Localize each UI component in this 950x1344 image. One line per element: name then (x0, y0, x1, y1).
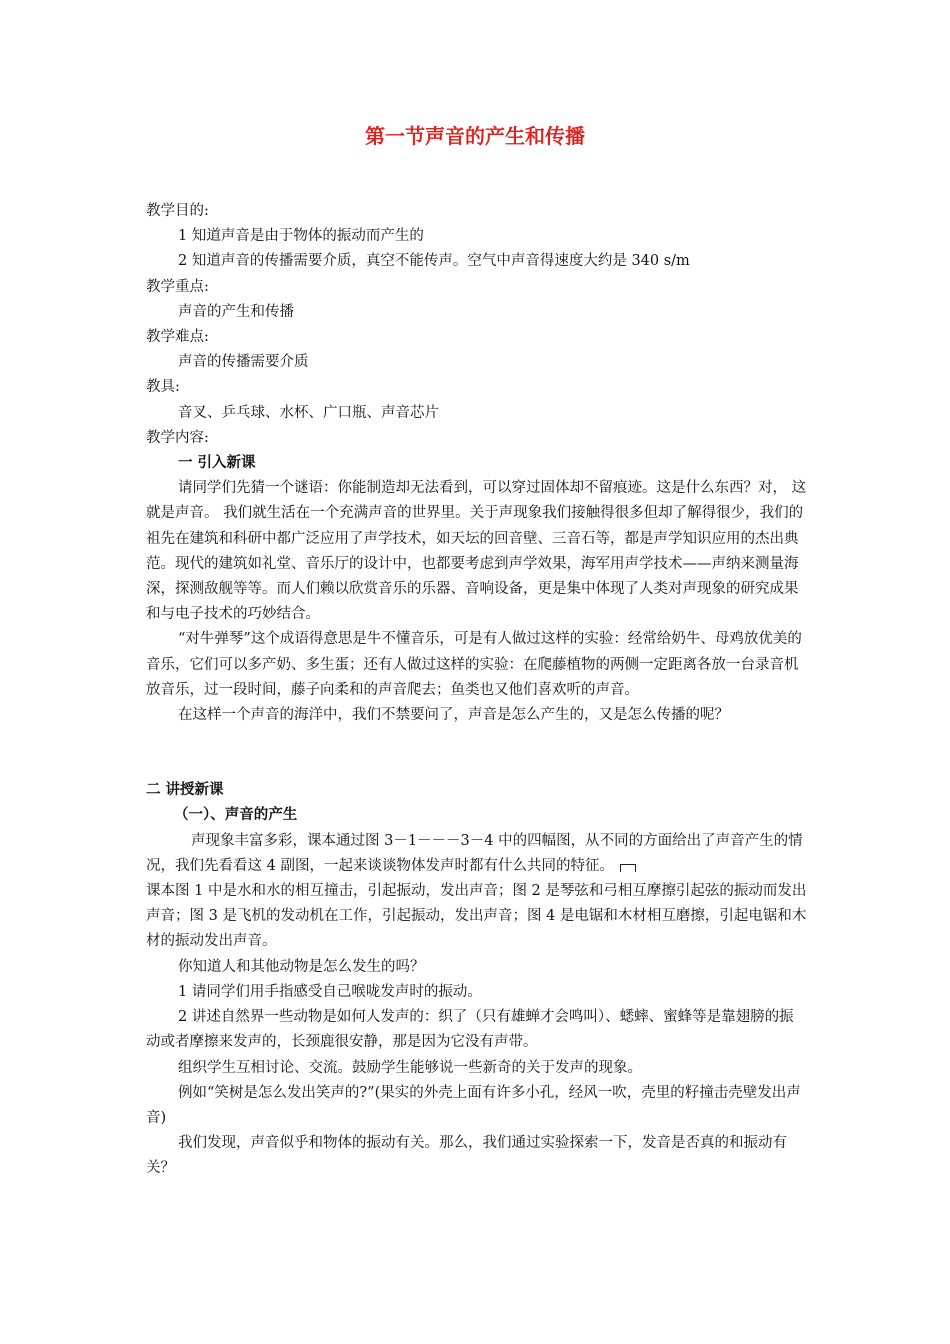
part2-subheading: （一）、声音的产生 (174, 807, 298, 824)
goals-label: 教学目的: (146, 203, 209, 219)
tools-label: 教具: (146, 379, 180, 396)
part2-heading: 二 讲授新课 (146, 782, 224, 799)
document-title: 第一节声音的产生和传播 (365, 124, 585, 148)
part2-discuss: 组织学生互相讨论、交流。鼓励学生能够说一些新奇的关于发声的现象。 (178, 1059, 642, 1076)
part2-conclusion: 我们发现，声音似乎和物体的振动有关。那么，我们通过实验探索一下，发音是否真的和振动有关？ (146, 1135, 787, 1177)
part1-paragraph: 请同学们先猜一个谜语：你能制造却无法看到，可以穿过固体却不留痕迹。这是什么东西？对， 这就是声音。 我们就生活在一个充满声音的世界里。关于声现象我们接触得很多但却了解得很少，我们的祖先在建筑和科研中都广泛应用了声学技术，如天坛的回音壁、三音石等，都是声学知识应用的杰出典范。现代的建筑如礼堂、音乐厅的设计中，也都要考虑到声学效果，海军用声学技术——声纳来测量海深，探测敌舰等等。而人们赖以欣赏音乐的乐器、音响设备，更是集中体现了人类对声现象的研究成果和与电子技术的巧妙结合。 (146, 480, 807, 623)
section-gap (146, 728, 808, 778)
content-label: 教学内容: (146, 429, 209, 446)
part2-example: 例如“笑树是怎么发出笑声的?”(果实的外壳上面有许多小孔，经风一吹，壳里的籽撞击壳壁发出声音) (146, 1084, 801, 1126)
part2-figures: 课本图 1 中是水和水的相互撞击，引起振动，发出声音；图 2 是琴弦和弓相互摩擦引起弦的振动而发出声音；图 3 是飞机的发动机在工作，引起振动，发出声音；图 4 是电锯和木材相互磨擦，引起电锯和木材的振动发出声音。 (146, 883, 807, 950)
goal-item: 2 知道声音的传播需要介质，真空不能传声。空气中声音得速度大约是 340 s/m (178, 253, 690, 270)
part2-item2: 2 讲述自然界一些动物是如何人发声的：织了（只有雄蝉才会鸣叫）、蟋蟀、蜜蜂等是靠翅膀的振动或者摩擦来发声的，长颈鹿很安静，那是因为它没有声带。 (146, 1009, 794, 1051)
bracket-mark-icon (620, 864, 636, 872)
part2-item1: 1 请同学们用手指感受自己喉咙发声时的振动。 (178, 983, 482, 1000)
part1-paragraph: 在这样一个声音的海洋中，我们不禁要问了，声音是怎么产生的，又是怎么传播的呢？ (178, 707, 729, 724)
difficulty-label: 教学难点: (146, 329, 209, 346)
document-body (146, 199, 808, 1182)
goal-item: 1 知道声音是由于物体的振动而产生的 (178, 228, 424, 245)
part2-intro (146, 829, 808, 879)
key-text: 声音的产生和传播 (178, 303, 294, 320)
part2-intro-text: 声现象丰富多彩，课本通过图 3－1－－－3－4 中的四幅图，从不同的方面给出了声音产生的情况，我们先看看这 4 副图，一起来谈谈物体发声时都有什么共同的特征。 (146, 832, 803, 874)
part1-paragraph: “对牛弹琴”这个成语得意思是牛不懂音乐，可是有人做过这样的实验：经常给奶牛、母鸡放优美的音乐，它们可以多产奶、多生蛋；还有人做过这样的实验：在爬藤植物的两侧一定距离各放一台录音机放音乐，过一段时间，藤子向柔和的声音爬去；鱼类也又他们喜欢听的声音。 (146, 631, 802, 698)
tools-text: 音叉、乒乓球、水杯、广口瓶、声音芯片 (178, 404, 439, 421)
part2-question: 你知道人和其他动物是怎么发生的吗？ (178, 958, 425, 975)
difficulty-text: 声音的传播需要介质 (178, 354, 309, 371)
part1-heading: 一 引入新课 (178, 455, 256, 472)
key-label: 教学重点: (146, 278, 209, 295)
